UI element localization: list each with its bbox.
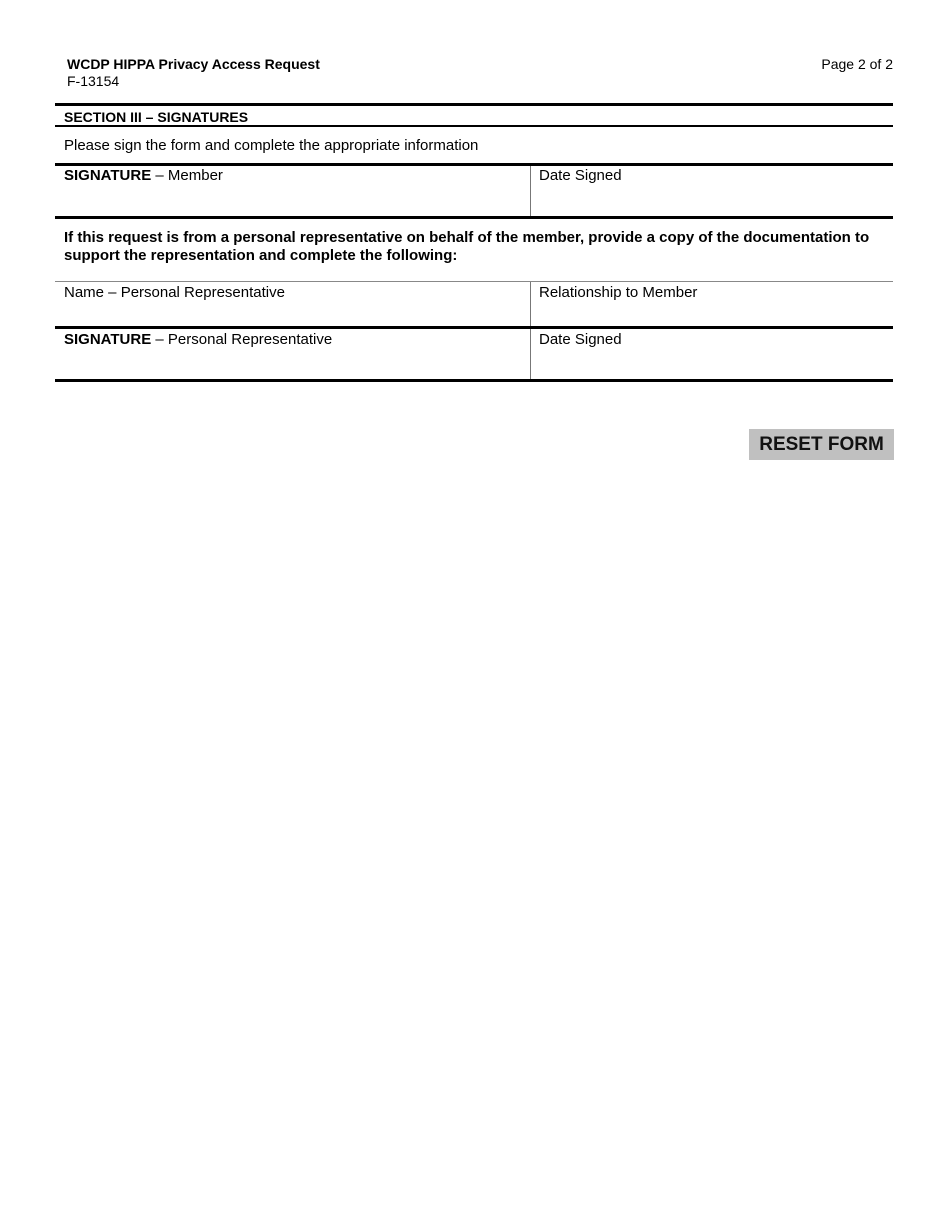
rep-relationship-field[interactable] [536, 303, 892, 327]
rep-signature-field[interactable] [60, 352, 529, 380]
divider [55, 216, 893, 219]
member-signature-label [64, 167, 223, 184]
rep-date-field[interactable] [536, 352, 892, 380]
section-title: SECTION III – SIGNATURES [64, 109, 249, 125]
signature-rest: – Personal Representative [151, 331, 333, 348]
signature-bold: SIGNATURE [64, 167, 152, 184]
divider [55, 125, 893, 127]
form-number: F-13154 [67, 73, 120, 89]
rep-relationship-label: Relationship to Member [539, 284, 698, 301]
signature-bold: SIGNATURE [64, 331, 152, 348]
rep-name-label: Name – Personal Representative [64, 284, 285, 301]
rep-date-label: Date Signed [539, 331, 622, 348]
column-divider [530, 166, 531, 217]
page-number: Page 2 of 2 [821, 56, 893, 72]
column-divider [530, 329, 531, 380]
reset-form-button[interactable]: RESET FORM [749, 429, 894, 460]
form-title: WCDP HIPPA Privacy Access Request [67, 56, 320, 72]
member-date-label: Date Signed [539, 167, 622, 184]
divider [55, 103, 893, 106]
member-date-field[interactable] [536, 188, 892, 216]
divider [55, 281, 893, 282]
member-signature-field[interactable] [60, 188, 529, 216]
rep-signature-label [64, 331, 332, 348]
divider [55, 326, 893, 329]
rep-name-field[interactable] [60, 303, 529, 327]
column-divider [530, 282, 531, 327]
divider [55, 163, 893, 166]
representative-notice: If this request is from a personal representative on behalf of the member, provide a copy of the documentation to support the representation and complete the following: [64, 229, 870, 264]
divider [55, 379, 893, 382]
signature-rest: – Member [151, 167, 223, 184]
instruction-text: Please sign the form and complete the appropriate information [64, 137, 479, 154]
